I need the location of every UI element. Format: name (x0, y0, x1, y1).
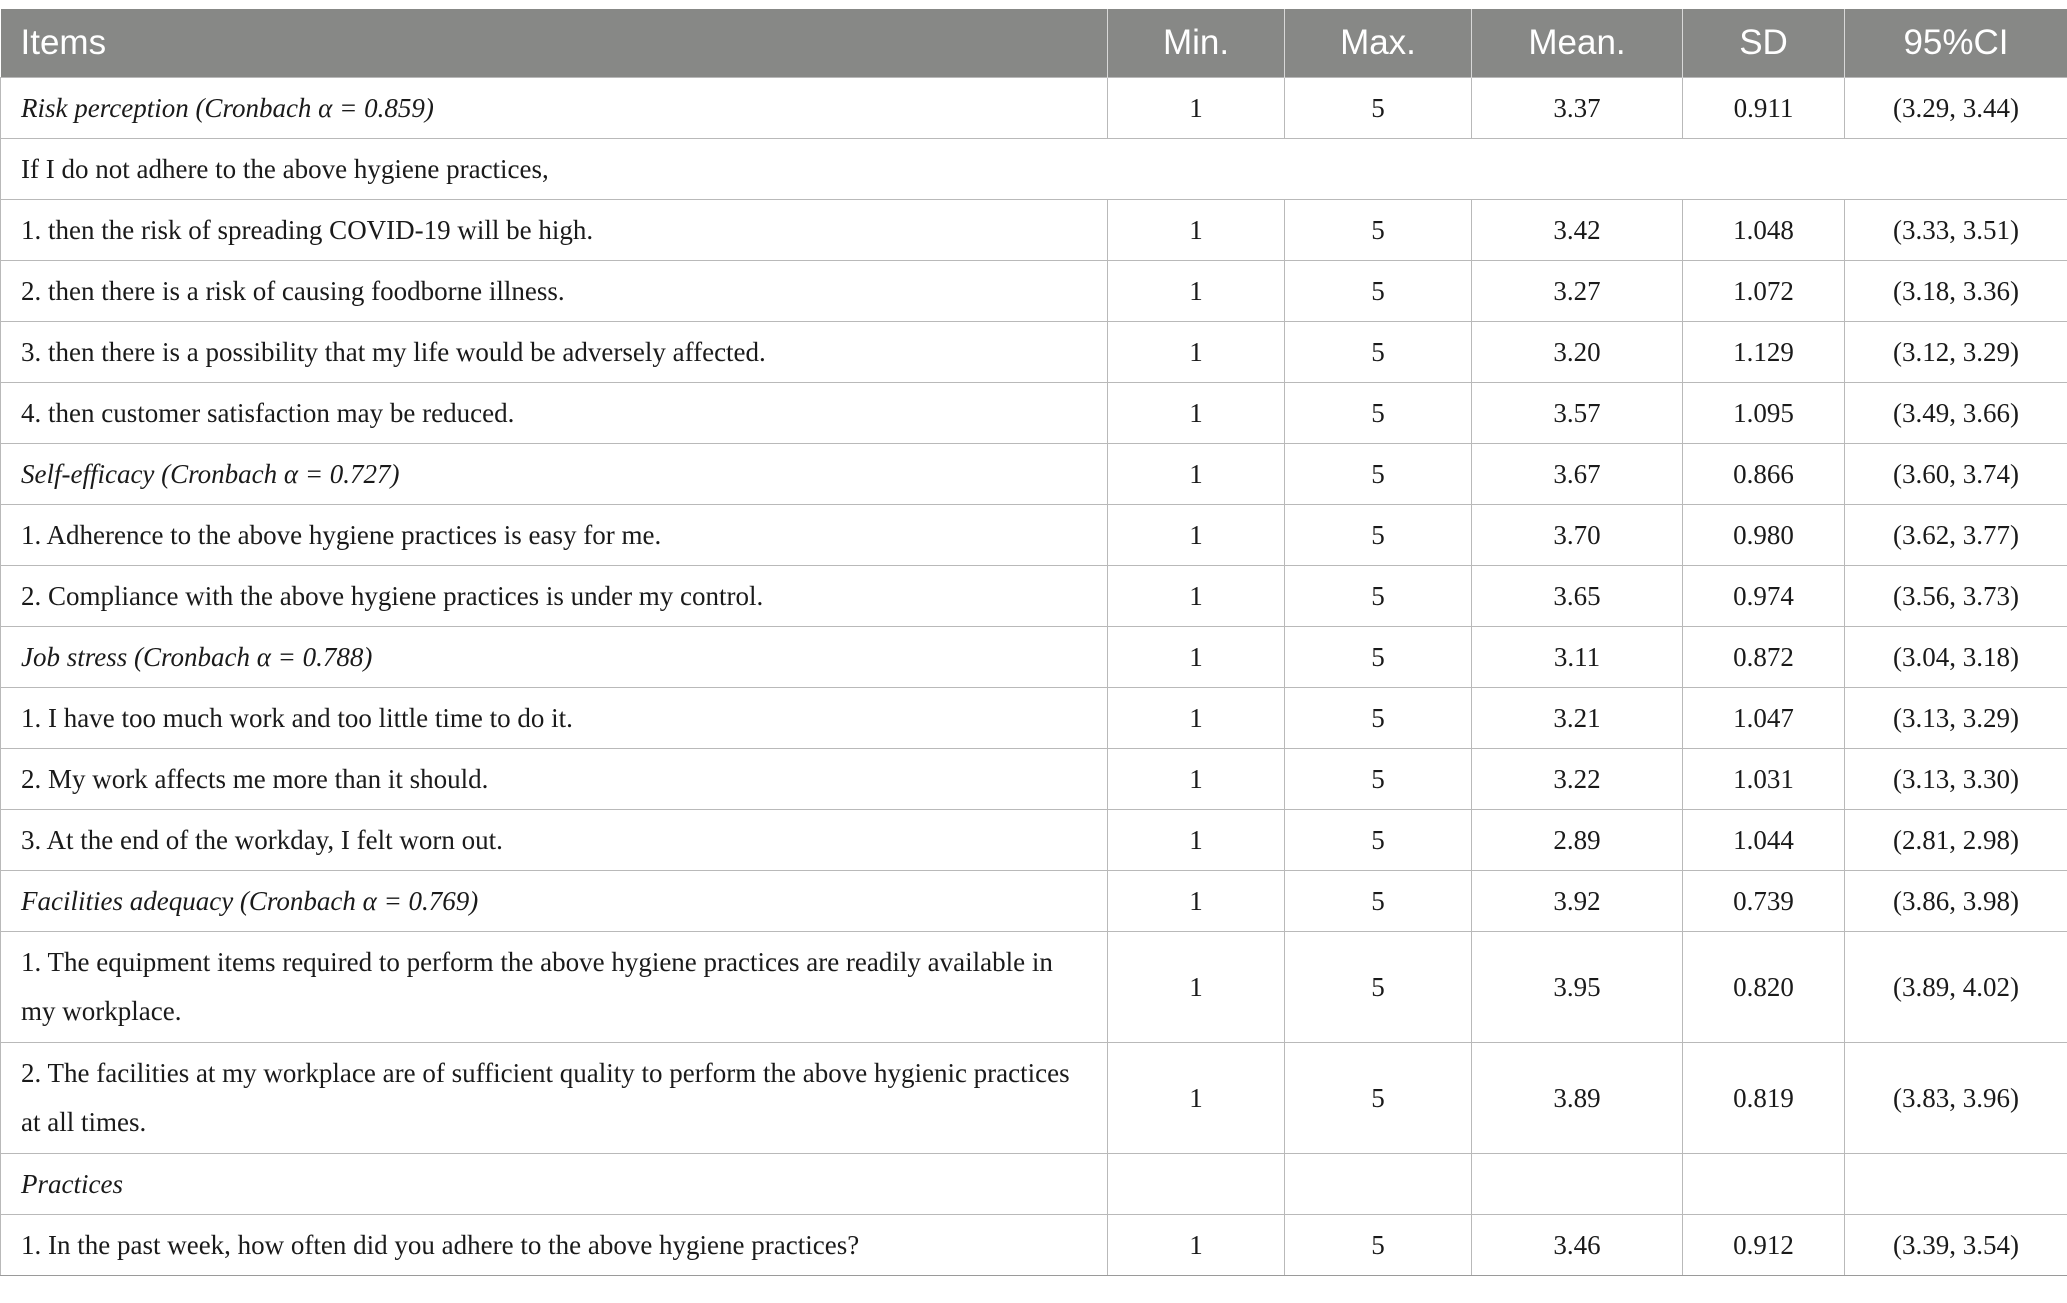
max-cell: 5 (1285, 261, 1472, 322)
item-cell: 3. At the end of the workday, I felt worn out. (1, 810, 1108, 871)
item-cell: If I do not adhere to the above hygiene practices, (1, 139, 2067, 200)
max-cell: 5 (1285, 627, 1472, 688)
mean-cell: 3.65 (1472, 566, 1683, 627)
table-row (1, 505, 2067, 566)
max-cell: 5 (1285, 383, 1472, 444)
min-cell: 1 (1108, 810, 1285, 871)
min-cell: 1 (1108, 932, 1285, 1043)
mean-cell: 2.89 (1472, 810, 1683, 871)
mean-cell: 3.70 (1472, 505, 1683, 566)
table-row (1, 749, 2067, 810)
sd-cell (1683, 1154, 1845, 1215)
item-cell: Practices (1, 1154, 1108, 1215)
table-row (1, 627, 2067, 688)
table-row (1, 1215, 2067, 1276)
table-row (1, 322, 2067, 383)
ci-cell: (3.86, 3.98) (1845, 871, 2067, 932)
sd-cell: 1.047 (1683, 688, 1845, 749)
max-cell: 5 (1285, 1043, 1472, 1154)
mean-cell: 3.21 (1472, 688, 1683, 749)
table-row (1, 444, 2067, 505)
mean-cell: 3.11 (1472, 627, 1683, 688)
max-cell: 5 (1285, 810, 1472, 871)
item-cell: Self-efficacy (Cronbach α = 0.727) (1, 444, 1108, 505)
ci-cell: (3.29, 3.44) (1845, 78, 2067, 139)
table-row (1, 932, 2067, 1043)
ci-cell: (3.49, 3.66) (1845, 383, 2067, 444)
header-min: Min. (1108, 9, 1285, 78)
min-cell: 1 (1108, 749, 1285, 810)
mean-cell: 3.57 (1472, 383, 1683, 444)
ci-cell: (3.33, 3.51) (1845, 200, 2067, 261)
sd-cell: 1.031 (1683, 749, 1845, 810)
table-row (1, 871, 2067, 932)
item-cell: 3. then there is a possibility that my life would be adversely affected. (1, 322, 1108, 383)
ci-cell: (3.39, 3.54) (1845, 1215, 2067, 1276)
sd-cell: 0.974 (1683, 566, 1845, 627)
sd-cell: 0.980 (1683, 505, 1845, 566)
max-cell: 5 (1285, 566, 1472, 627)
item-cell: 4. then customer satisfaction may be reduced. (1, 383, 1108, 444)
ci-cell: (3.18, 3.36) (1845, 261, 2067, 322)
ci-cell: (3.12, 3.29) (1845, 322, 2067, 383)
item-cell: 1. In the past week, how often did you adhere to the above hygiene practices? (1, 1215, 1108, 1276)
max-cell: 5 (1285, 78, 1472, 139)
sd-cell: 0.819 (1683, 1043, 1845, 1154)
mean-cell (1472, 1154, 1683, 1215)
ci-cell: (3.13, 3.30) (1845, 749, 2067, 810)
ci-cell: (3.83, 3.96) (1845, 1043, 2067, 1154)
ci-cell: (3.60, 3.74) (1845, 444, 2067, 505)
table-row (1, 1043, 2067, 1154)
min-cell: 1 (1108, 688, 1285, 749)
item-cell: Job stress (Cronbach α = 0.788) (1, 627, 1108, 688)
max-cell: 5 (1285, 1215, 1472, 1276)
statistics-table (0, 9, 2067, 1276)
sd-cell: 0.739 (1683, 871, 1845, 932)
sd-cell: 0.866 (1683, 444, 1845, 505)
max-cell: 5 (1285, 200, 1472, 261)
table-row (1, 139, 2067, 200)
min-cell: 1 (1108, 505, 1285, 566)
header-sd: SD (1683, 9, 1845, 78)
table-row (1, 688, 2067, 749)
min-cell (1108, 1154, 1285, 1215)
max-cell (1285, 1154, 1472, 1215)
item-cell: 2. My work affects me more than it should. (1, 749, 1108, 810)
item-cell: 1. Adherence to the above hygiene practices is easy for me. (1, 505, 1108, 566)
item-cell: 1. The equipment items required to perform the above hygiene practices are readily available in my workplace. (1, 932, 1108, 1043)
min-cell: 1 (1108, 871, 1285, 932)
table-row (1, 1154, 2067, 1215)
max-cell: 5 (1285, 505, 1472, 566)
min-cell: 1 (1108, 78, 1285, 139)
min-cell: 1 (1108, 444, 1285, 505)
ci-cell: (2.81, 2.98) (1845, 810, 2067, 871)
table-row (1, 566, 2067, 627)
item-cell: Facilities adequacy (Cronbach α = 0.769) (1, 871, 1108, 932)
sd-cell: 1.044 (1683, 810, 1845, 871)
max-cell: 5 (1285, 871, 1472, 932)
min-cell: 1 (1108, 1043, 1285, 1154)
mean-cell: 3.37 (1472, 78, 1683, 139)
ci-cell: (3.56, 3.73) (1845, 566, 2067, 627)
min-cell: 1 (1108, 200, 1285, 261)
item-cell: 2. then there is a risk of causing foodborne illness. (1, 261, 1108, 322)
ci-cell: (3.04, 3.18) (1845, 627, 2067, 688)
sd-cell: 1.048 (1683, 200, 1845, 261)
header-mean: Mean. (1472, 9, 1683, 78)
min-cell: 1 (1108, 383, 1285, 444)
item-cell: 1. then the risk of spreading COVID-19 will be high. (1, 200, 1108, 261)
max-cell: 5 (1285, 932, 1472, 1043)
item-cell: Risk perception (Cronbach α = 0.859) (1, 78, 1108, 139)
mean-cell: 3.95 (1472, 932, 1683, 1043)
header-max: Max. (1285, 9, 1472, 78)
item-cell: 1. I have too much work and too little time to do it. (1, 688, 1108, 749)
table-container (0, 9, 2067, 1276)
max-cell: 5 (1285, 688, 1472, 749)
item-cell: 2. The facilities at my workplace are of sufficient quality to perform the above hygienic practices at all times. (1, 1043, 1108, 1154)
item-cell: 2. Compliance with the above hygiene practices is under my control. (1, 566, 1108, 627)
ci-cell: (3.89, 4.02) (1845, 932, 2067, 1043)
sd-cell: 1.129 (1683, 322, 1845, 383)
mean-cell: 3.27 (1472, 261, 1683, 322)
min-cell: 1 (1108, 322, 1285, 383)
mean-cell: 3.67 (1472, 444, 1683, 505)
sd-cell: 1.095 (1683, 383, 1845, 444)
table-row (1, 261, 2067, 322)
mean-cell: 3.89 (1472, 1043, 1683, 1154)
min-cell: 1 (1108, 261, 1285, 322)
sd-cell: 0.912 (1683, 1215, 1845, 1276)
mean-cell: 3.92 (1472, 871, 1683, 932)
table-row (1, 200, 2067, 261)
table-row (1, 383, 2067, 444)
ci-cell (1845, 1154, 2067, 1215)
header-items: Items (1, 9, 1108, 78)
header-ci: 95%CI (1845, 9, 2067, 78)
table-row (1, 78, 2067, 139)
min-cell: 1 (1108, 566, 1285, 627)
sd-cell: 0.911 (1683, 78, 1845, 139)
ci-cell: (3.62, 3.77) (1845, 505, 2067, 566)
min-cell: 1 (1108, 1215, 1285, 1276)
header-row (1, 9, 2067, 78)
mean-cell: 3.46 (1472, 1215, 1683, 1276)
max-cell: 5 (1285, 444, 1472, 505)
mean-cell: 3.20 (1472, 322, 1683, 383)
sd-cell: 0.820 (1683, 932, 1845, 1043)
sd-cell: 1.072 (1683, 261, 1845, 322)
mean-cell: 3.22 (1472, 749, 1683, 810)
ci-cell: (3.13, 3.29) (1845, 688, 2067, 749)
mean-cell: 3.42 (1472, 200, 1683, 261)
min-cell: 1 (1108, 627, 1285, 688)
max-cell: 5 (1285, 749, 1472, 810)
max-cell: 5 (1285, 322, 1472, 383)
table-row (1, 810, 2067, 871)
sd-cell: 0.872 (1683, 627, 1845, 688)
